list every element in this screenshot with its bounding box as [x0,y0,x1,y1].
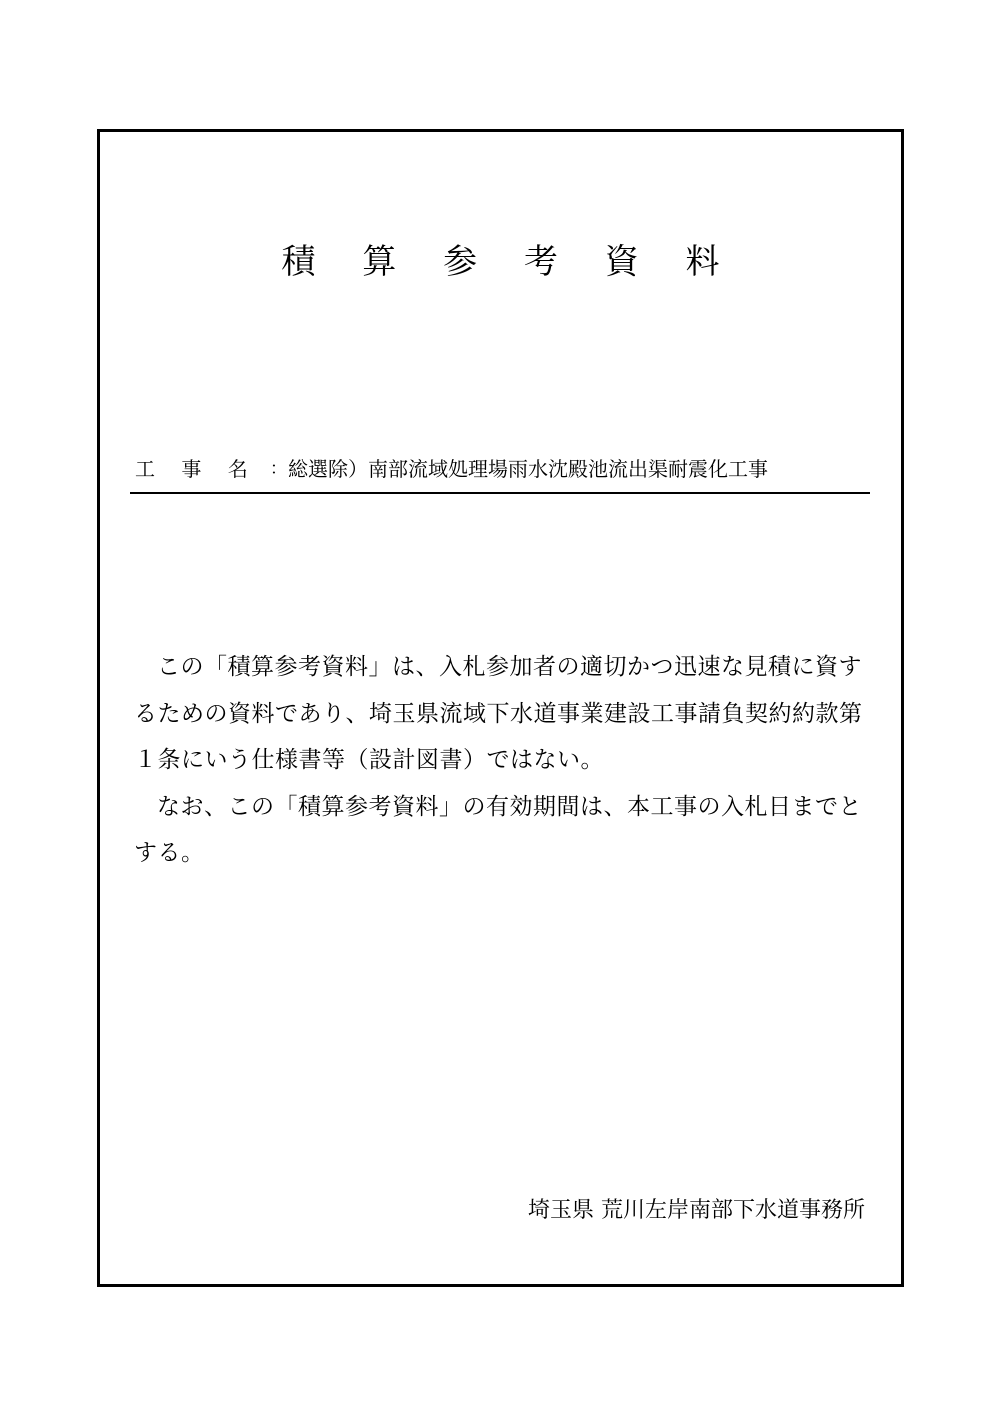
issuer-office: 埼玉県 荒川左岸南部下水道事務所 [528,1198,865,1223]
document-frame [97,129,904,1287]
notice-text [134,644,884,877]
document-title: 積 算 参 考 資 料 [281,242,738,282]
project-name-colon: ： [270,459,287,479]
project-name-value: 総選除）南部流域処理場雨水沈殿池流出渠耐震化工事 [288,457,768,481]
notice-paragraph-2: なお、この「積算参考資料」の有効期間は、本工事の入札日までとする。 [134,793,862,866]
project-name-row [130,452,870,494]
notice-paragraph-1: この「積算参考資料」は、入札参加者の適切かつ迅速な見積に資するための資料であり、埼玉県流域下水道事業建設工事請負契約約款第１条にいう仕様書等（設計図書）ではない。 [134,654,863,773]
project-name-label: 工 事 名 [135,457,258,481]
